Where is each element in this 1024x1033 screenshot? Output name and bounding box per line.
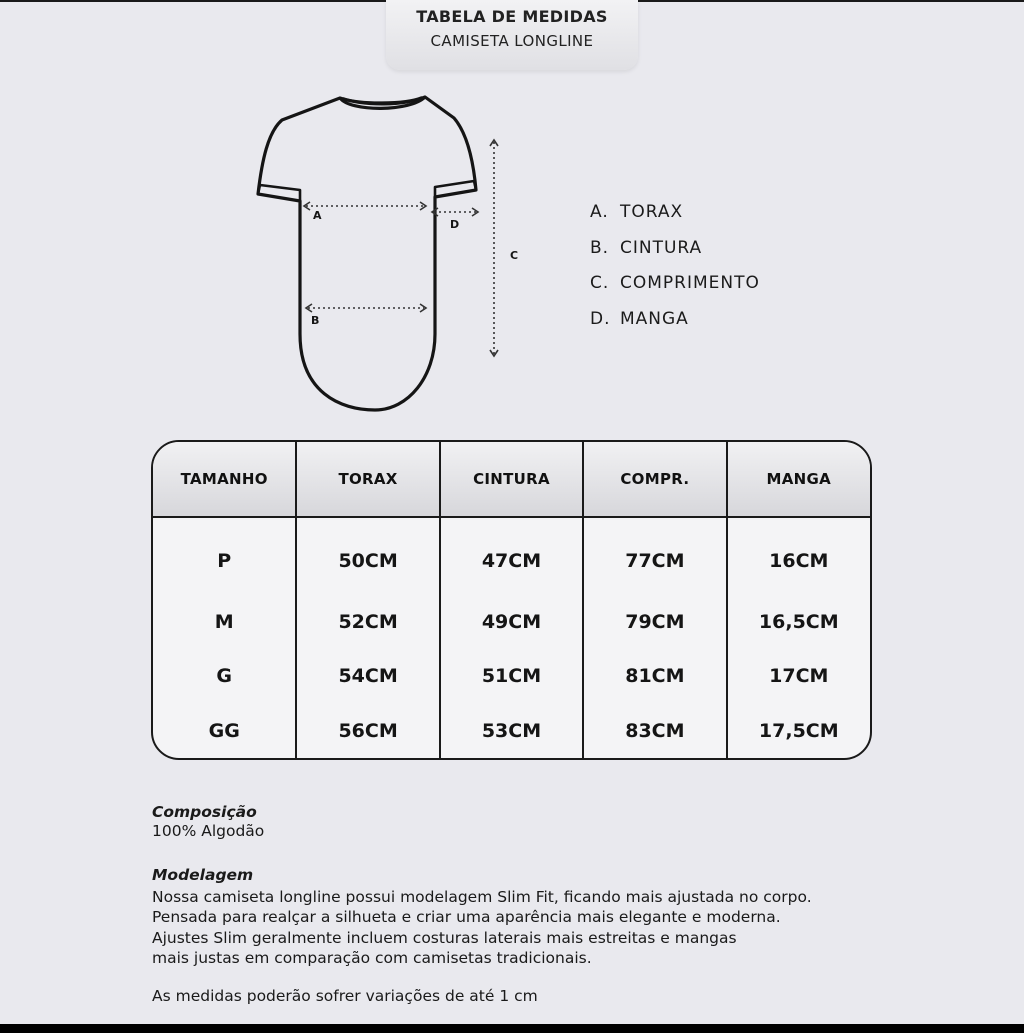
modelagem-heading: Modelagem <box>152 866 254 884</box>
composition-section <box>152 803 264 840</box>
table-cell: 51CM <box>440 649 583 704</box>
label-c: C <box>510 249 519 262</box>
page-title: TABELA DE MEDIDAS <box>416 7 608 26</box>
table-row <box>153 649 870 704</box>
table-header-row <box>153 442 870 517</box>
table-cell: 52CM <box>296 594 439 649</box>
legend-item-manga: D. MANGA <box>590 308 689 329</box>
modelagem-line: mais justas em comparação com camisetas tradicionais. <box>152 949 592 967</box>
table-cell: 16CM <box>769 549 829 572</box>
table-cell: 50CM <box>296 517 439 594</box>
table-cell: 17,5CM <box>758 719 839 742</box>
variation-note: As medidas poderão sofrer variações de até 1 cm <box>152 987 538 1005</box>
header-tab <box>386 0 638 70</box>
page-subtitle: CAMISETA LONGLINE <box>430 32 594 50</box>
modelagem-line: Pensada para realçar a silhueta e criar uma aparência mais elegante e moderna. <box>152 908 781 926</box>
header-tamanho: TAMANHO <box>153 442 296 517</box>
header-torax: TORAX <box>296 442 439 517</box>
size-table <box>151 440 872 760</box>
legend-item-cintura: B. CINTURA <box>590 237 703 258</box>
table-cell: 47CM <box>440 517 583 594</box>
modelagem-line: Ajustes Slim geralmente incluem costuras laterais mais estreitas e mangas <box>152 928 737 947</box>
tshirt-diagram <box>240 92 540 422</box>
table-cell: 79CM <box>583 594 726 649</box>
table-cell: 16,5CM <box>758 610 839 633</box>
label-a: A <box>313 209 322 222</box>
table-cell: 77CM <box>583 517 726 594</box>
tshirt-outline <box>258 97 476 410</box>
table-cell: 54CM <box>296 649 439 704</box>
modelagem-line: Nossa camiseta longline possui modelagem Slim Fit, ficando mais ajustada no corpo. <box>152 887 812 906</box>
modelagem-section <box>152 865 812 969</box>
table-row <box>153 703 870 758</box>
legend-item-comprimento: C. COMPRIMENTO <box>590 273 760 293</box>
header-cintura: CINTURA <box>440 442 583 517</box>
table-row <box>153 594 870 649</box>
table-cell: 49CM <box>440 594 583 649</box>
label-b: B <box>311 314 320 327</box>
composition-heading: Composição <box>152 803 257 821</box>
measurement-legend <box>590 202 760 344</box>
label-d: D <box>450 218 460 231</box>
table-cell: 17CM <box>769 665 829 688</box>
table-cell: 83CM <box>583 703 726 758</box>
table-cell: 56CM <box>296 703 439 758</box>
table-cell: G <box>153 649 296 704</box>
table-cell: M <box>153 594 296 649</box>
table-cell: 53CM <box>440 703 583 758</box>
composition-text: 100% Algodão <box>152 822 265 840</box>
table-cell: P <box>153 517 296 594</box>
header-manga: MANGA <box>727 442 870 517</box>
bottom-bar <box>0 1024 1024 1033</box>
header-comprimento: COMPR. <box>583 442 726 517</box>
table-cell: GG <box>153 703 296 758</box>
table-cell: 81CM <box>583 649 726 704</box>
legend-item-torax: A. TORAX <box>590 202 684 222</box>
table-row <box>153 517 870 594</box>
